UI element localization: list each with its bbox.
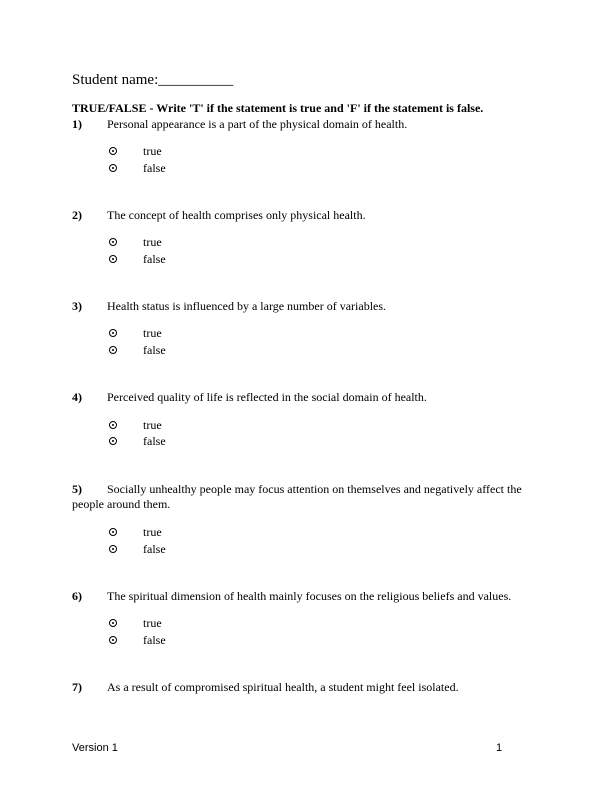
question-number: 3): [72, 299, 82, 313]
radio-icon[interactable]: [109, 346, 117, 354]
question-text: As a result of compromised spiritual health, a student might feel isolated.: [107, 680, 459, 694]
question-text: Perceived quality of life is reflected in the social domain of health.: [107, 390, 427, 404]
radio-icon[interactable]: [109, 528, 117, 536]
question-6: [72, 589, 542, 604]
question-7: [72, 680, 542, 695]
option-label: true: [143, 326, 162, 340]
radio-icon[interactable]: [109, 147, 117, 155]
option-label: false: [143, 633, 166, 647]
option-label: true: [143, 144, 162, 158]
option-label: true: [143, 616, 162, 630]
question-text: The spiritual dimension of health mainly focuses on the religious beliefs and values.: [107, 589, 512, 603]
instructions: TRUE/FALSE - Write 'T' if the statement is true and 'F' if the statement is false.: [72, 101, 484, 115]
question-text: The concept of health comprises only physical health.: [107, 208, 366, 222]
radio-icon[interactable]: [109, 619, 117, 627]
option-label: true: [143, 418, 162, 432]
radio-icon[interactable]: [109, 421, 117, 429]
footer-page-number: 1: [496, 742, 503, 754]
option-label: false: [143, 343, 166, 357]
question-text: Personal appearance is a part of the physical domain of health.: [107, 117, 408, 131]
option-label: false: [143, 542, 166, 556]
question-5: [72, 482, 542, 512]
question-1: [72, 117, 542, 132]
question-number: 1): [72, 117, 82, 131]
question-number: 2): [72, 208, 82, 222]
option-label: false: [143, 252, 166, 266]
radio-icon[interactable]: [109, 437, 117, 445]
question-text: Socially unhealthy people may focus attention on themselves and negatively affect the people around them.: [72, 482, 522, 511]
question-text: Health status is influenced by a large number of variables.: [107, 299, 387, 313]
radio-icon[interactable]: [109, 329, 117, 337]
radio-icon[interactable]: [109, 636, 117, 644]
option-label: true: [143, 525, 162, 539]
radio-icon[interactable]: [109, 545, 117, 553]
option-label: false: [143, 161, 166, 175]
student-name-label: Student name:__________: [72, 72, 234, 88]
question-number: 4): [72, 390, 82, 404]
footer-version: Version 1: [72, 742, 118, 754]
question-number: 7): [72, 680, 82, 694]
question-number: 5): [72, 482, 82, 496]
question-2: [72, 208, 542, 223]
radio-icon[interactable]: [109, 255, 117, 263]
radio-icon[interactable]: [109, 164, 117, 172]
option-label: true: [143, 235, 162, 249]
radio-icon[interactable]: [109, 238, 117, 246]
question-3: [72, 299, 542, 314]
question-number: 6): [72, 589, 82, 603]
option-label: false: [143, 434, 166, 448]
question-4: [72, 390, 542, 405]
